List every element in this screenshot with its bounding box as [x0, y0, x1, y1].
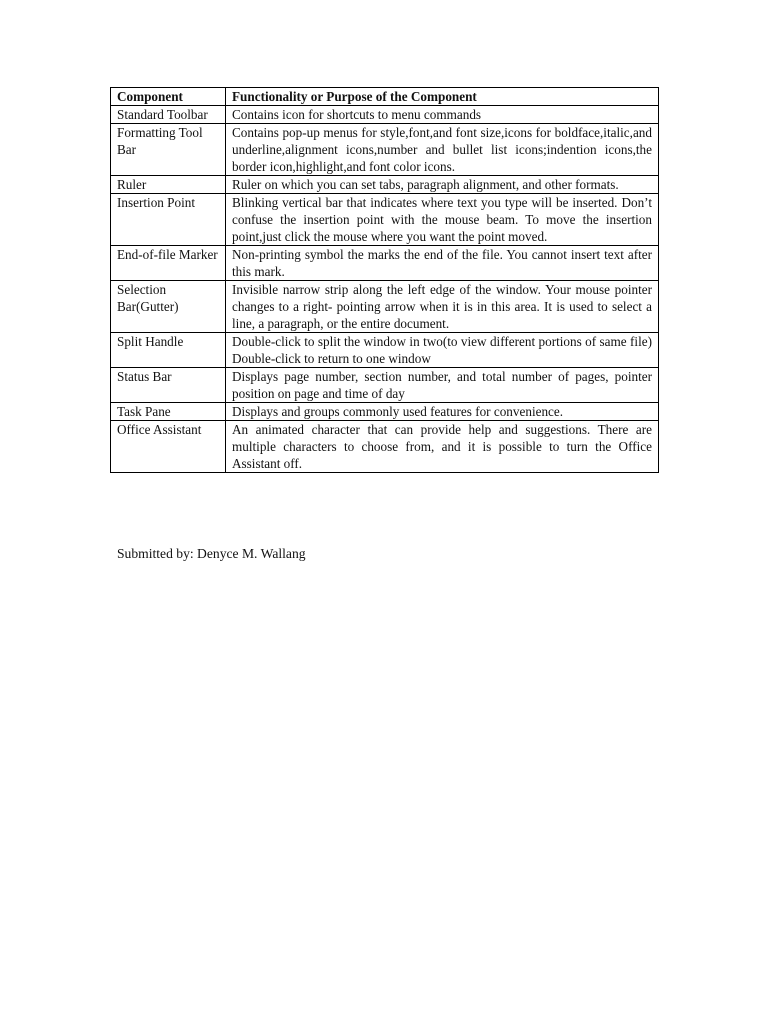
components-table: [110, 87, 659, 473]
description-cell: Displays page number, section number, and total number of pages, pointer position on page and time of day: [226, 368, 659, 403]
description-cell: Non-printing symbol the marks the end of the file. You cannot insert text after this mark.: [226, 246, 659, 281]
table-row: [111, 421, 659, 473]
component-cell: Status Bar: [111, 368, 226, 403]
table-row: [111, 333, 659, 368]
table-row: [111, 281, 659, 333]
component-cell: Task Pane: [111, 403, 226, 421]
component-cell: Standard Toolbar: [111, 106, 226, 124]
submitted-by-text: Submitted by: Denyce M. Wallang: [117, 546, 306, 561]
table-row: [111, 368, 659, 403]
description-cell: An animated character that can provide help and suggestions. There are multiple characters to choose from, and it is possible to turn the Office Assistant off.: [226, 421, 659, 473]
description-cell: Contains icon for shortcuts to menu commands: [226, 106, 659, 124]
table-header-row: [111, 88, 659, 106]
description-cell: Double-click to split the window in two(to view different portions of same file) Double-click to return to one window: [226, 333, 659, 368]
component-cell: End-of-file Marker: [111, 246, 226, 281]
component-cell: Formatting Tool Bar: [111, 124, 226, 176]
table-row: [111, 176, 659, 194]
table-row: [111, 106, 659, 124]
component-cell: Insertion Point: [111, 194, 226, 246]
description-cell: Invisible narrow strip along the left edge of the window. Your mouse pointer changes to a right- pointing arrow when it is in this area. It is used to select a line, a paragraph, or the entire document.: [226, 281, 659, 333]
table-row: [111, 194, 659, 246]
description-cell: Ruler on which you can set tabs, paragraph alignment, and other formats.: [226, 176, 659, 194]
component-cell: Split Handle: [111, 333, 226, 368]
component-cell: Ruler: [111, 176, 226, 194]
column-header-component: Component: [111, 88, 226, 106]
component-cell: Selection Bar(Gutter): [111, 281, 226, 333]
table-row: [111, 124, 659, 176]
column-header-functionality: Functionality or Purpose of the Component: [226, 88, 659, 106]
description-cell: Displays and groups commonly used features for convenience.: [226, 403, 659, 421]
table-row: [111, 246, 659, 281]
component-cell: Office Assistant: [111, 421, 226, 473]
table-row: [111, 403, 659, 421]
description-cell: Blinking vertical bar that indicates where text you type will be inserted. Don’t confuse the insertion point with the mouse beam. To move the insertion point,just click the mouse where you want the point moved.: [226, 194, 659, 246]
description-cell: Contains pop-up menus for style,font,and font size,icons for boldface,italic,and underline,alignment icons,number and bullet list icons;indention icons,the border icon,highlight,and font color icons.: [226, 124, 659, 176]
